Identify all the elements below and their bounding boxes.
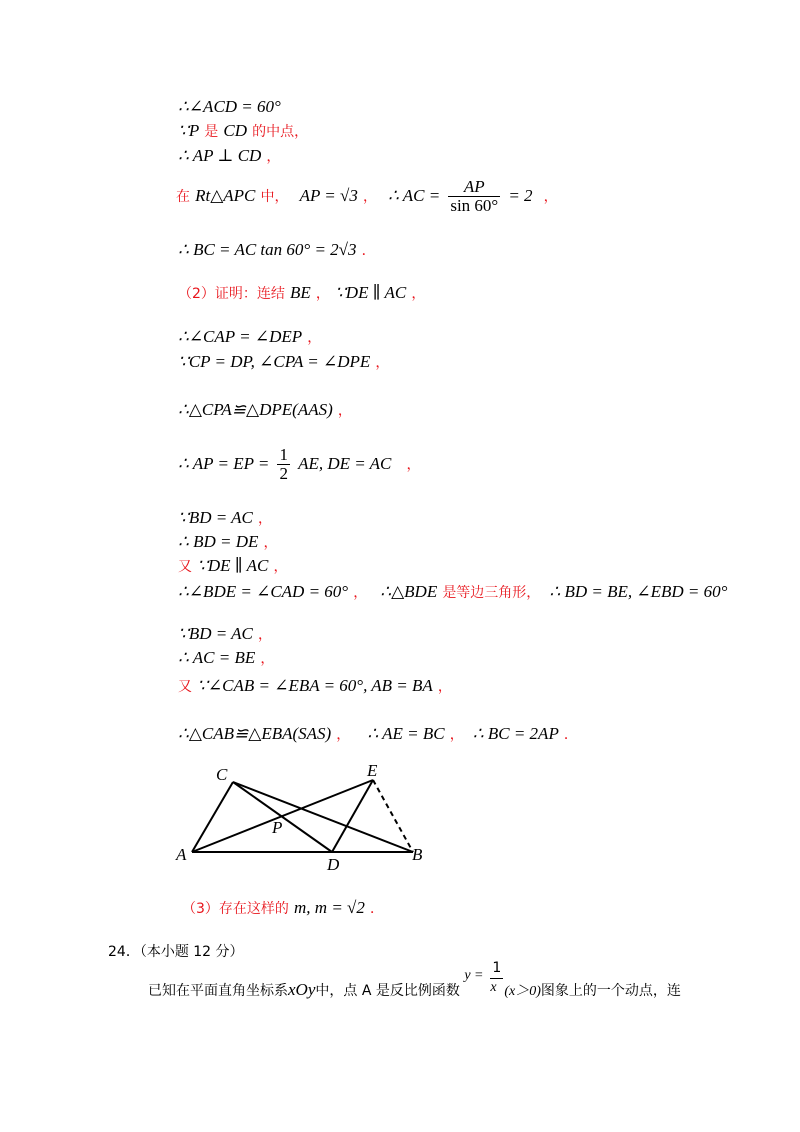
- red-text: ，: [307, 330, 322, 346]
- math-expr: ∴ BD = BE, ∠EBD = 60°: [549, 582, 728, 601]
- math-expr: = 2: [508, 186, 533, 205]
- math-expr: ∴ BD = DE: [178, 532, 259, 551]
- red-text: ，: [449, 727, 464, 743]
- math-expr: CD: [223, 121, 248, 140]
- red-text: 又: [178, 679, 192, 695]
- step-ap-ep-half: [178, 446, 420, 483]
- red-text: 又: [178, 559, 192, 575]
- math-expr: xOy: [288, 980, 316, 999]
- red-text: ，: [263, 535, 278, 551]
- math-expr: (x＞0): [504, 984, 541, 999]
- red-text: ，: [375, 355, 390, 371]
- function-expression: [464, 960, 504, 1000]
- red-text: ，: [353, 585, 368, 601]
- step-equilateral-bde: [178, 582, 727, 603]
- red-text: ，: [260, 651, 275, 667]
- label-a: A: [176, 845, 187, 864]
- geometry-figure: [170, 762, 440, 874]
- red-text: ，: [266, 149, 281, 165]
- segment-de: [332, 780, 373, 852]
- math-expr: ∵DE ∥ AC: [334, 283, 407, 302]
- red-text: ，: [406, 457, 421, 473]
- red-text: ，: [257, 627, 272, 643]
- red-text: ．: [361, 243, 376, 259]
- math-expr: ∴ AP = EP =: [178, 454, 270, 473]
- fraction: [448, 178, 500, 215]
- red-text: ，: [362, 189, 377, 205]
- step-ac-be: [178, 648, 274, 669]
- label-p: P: [272, 818, 283, 837]
- fraction-denominator: 2: [279, 464, 288, 483]
- red-text: ．: [563, 727, 578, 743]
- step-p-midpoint: [178, 121, 308, 142]
- math-expr: ∴∠BDE = ∠CAD = 60°: [178, 582, 349, 601]
- step-ap-perp-cd: [178, 146, 280, 167]
- red-text: ，: [411, 286, 426, 302]
- red-text: ，: [336, 727, 351, 743]
- fraction-numerator: AP: [448, 178, 500, 197]
- question-number: 24．（本小题 12 分）: [108, 944, 244, 960]
- segment-cb: [233, 782, 413, 852]
- math-expr: ∴△CPA≌△DPE(AAS): [178, 400, 333, 419]
- red-text: （3）存在这样的: [182, 901, 289, 917]
- math-expr: ∴ AC =: [388, 186, 441, 205]
- red-text: 在: [176, 189, 190, 205]
- question-text: [148, 960, 681, 1000]
- math-expr: ∵DE ∥ AC: [197, 556, 269, 575]
- segment-ac: [192, 782, 233, 852]
- math-expr: m, m = √2: [294, 898, 365, 917]
- step-angle-acd: [178, 97, 281, 117]
- step-congruent-aas: [178, 400, 352, 421]
- part3-answer: [182, 898, 384, 919]
- step-bc-value: [178, 240, 376, 261]
- fraction-denominator: x: [490, 980, 497, 995]
- part2-heading: [178, 283, 425, 304]
- math-expr: ∵CP = DP, ∠CPA = ∠DPE: [178, 352, 371, 371]
- math-expr: ∴△CAB≌△EBA(SAS): [178, 724, 332, 743]
- math-expr: ∵BD = AC: [178, 624, 253, 643]
- red-text: ，: [543, 189, 558, 205]
- step-de-parallel-ac: [178, 556, 287, 577]
- fraction: [277, 446, 290, 483]
- red-text: 是: [204, 124, 219, 140]
- step-bd-ac-2: [178, 624, 272, 645]
- red-text: 是等边三角形，: [442, 585, 541, 601]
- math-expr: ∴ AC = BE: [178, 648, 256, 667]
- step-bd-ac: [178, 508, 272, 529]
- fraction-numerator: 1: [279, 445, 288, 464]
- label-e: E: [367, 762, 378, 780]
- math-expr: ∴∠CAP = ∠DEP: [178, 327, 303, 346]
- red-text: 的中点，: [252, 124, 309, 140]
- segment-be-dashed: [373, 780, 413, 852]
- math-expr: ∴ AP ⊥ CD: [178, 146, 262, 165]
- label-b: B: [412, 845, 423, 864]
- red-text: ．: [369, 901, 384, 917]
- red-text: ，: [437, 679, 452, 695]
- step-cap-dep: [178, 327, 321, 348]
- math-expr: y =: [464, 968, 484, 983]
- math-expr: ∴∠ACD = 60°: [178, 97, 281, 116]
- fraction-numerator: 1: [490, 958, 503, 979]
- red-text: 中，: [260, 189, 289, 205]
- step-triangle-apc: [176, 178, 558, 215]
- question-text-part: 图象上的一个动点，连: [540, 983, 681, 999]
- math-expr: BE: [290, 283, 311, 302]
- math-expr: ∵BD = AC: [178, 508, 253, 527]
- math-expr: ∴△BDE: [380, 582, 438, 601]
- math-expr: ∴ AE = BC: [367, 724, 445, 743]
- math-expr: ∵P: [178, 121, 200, 140]
- red-text: ，: [315, 286, 330, 302]
- red-text: ，: [337, 403, 352, 419]
- math-expr: AE, DE = AC: [298, 454, 392, 473]
- math-expr: ∵∠CAB = ∠EBA = 60°, AB = BA: [197, 676, 433, 695]
- math-expr: ∴ BC = 2AP: [472, 724, 559, 743]
- step-congruent-sas: [178, 724, 578, 745]
- math-expr: ∴ BC = AC tan 60° = 2√3: [178, 240, 357, 259]
- fraction-denominator: sin 60°: [450, 196, 499, 215]
- question-text-part: 中，点 A 是反比例函数: [315, 983, 460, 999]
- label-d: D: [327, 855, 340, 874]
- red-text: （2）证明：连结: [178, 286, 285, 302]
- math-expr: AP = √3: [299, 186, 358, 205]
- step-cp-dp: [178, 352, 389, 373]
- math-expr: Rt△APC: [195, 186, 256, 205]
- red-text: ，: [273, 559, 288, 575]
- step-bd-de: [178, 532, 277, 553]
- figure-lines: [192, 780, 413, 852]
- red-text: ，: [257, 511, 272, 527]
- segment-ae: [192, 780, 373, 852]
- step-angles-cab-eba: [178, 676, 452, 697]
- label-c: C: [216, 765, 228, 784]
- question-text-part: 已知在平面直角坐标系: [148, 983, 288, 999]
